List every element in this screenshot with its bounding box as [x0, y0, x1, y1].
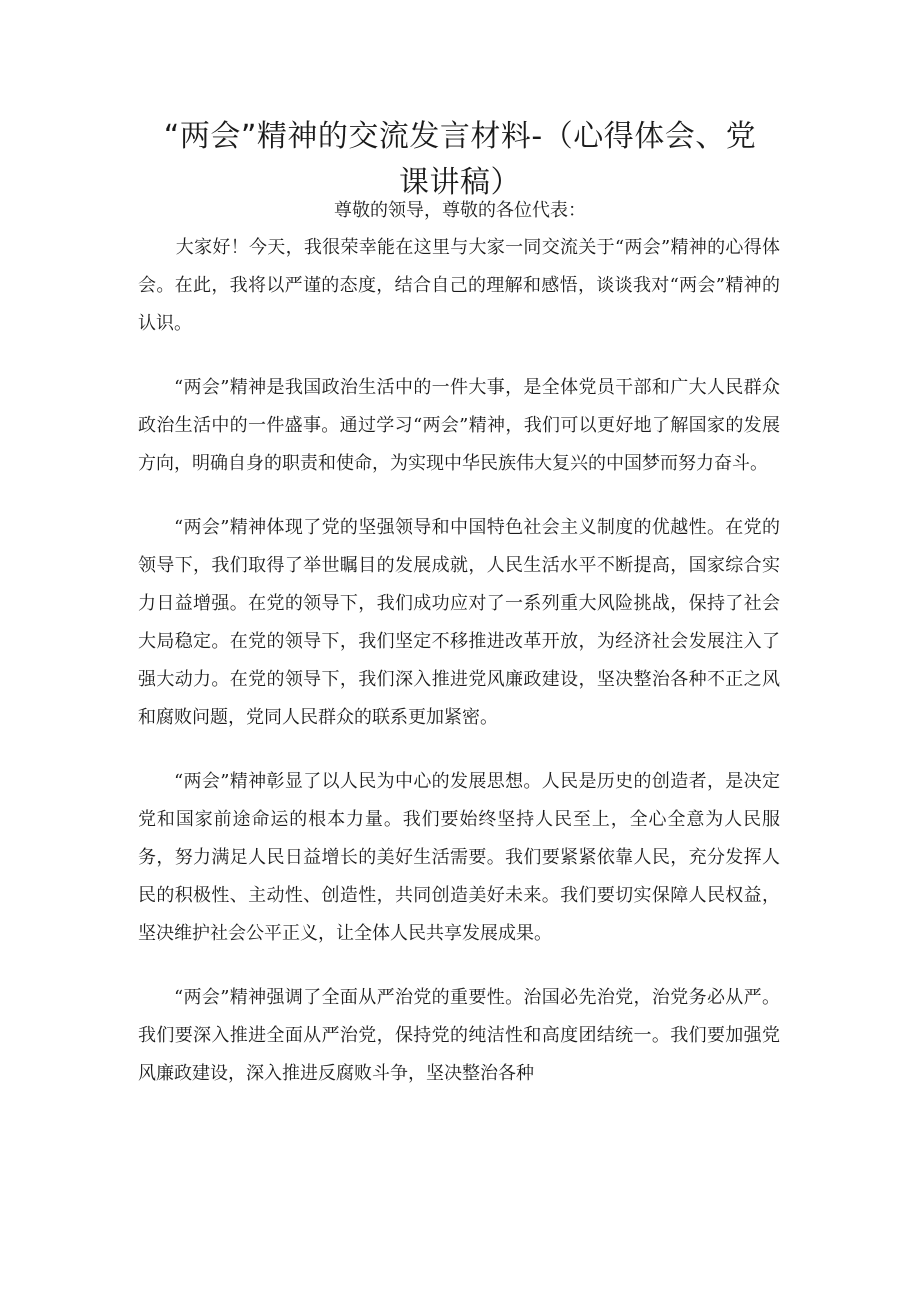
paragraph-party-leadership: “两会”精神体现了党的坚强领导和中国特色社会主义制度的优越性。在党的领导下，我们取得了举世瞩目的发展成就，人民生活水平不断提高，国家综合实力日益增强。在党的领导下，我们成功应对了一系列重大风险挑战，保持了社会大局稳定。在党的领导下，我们坚定不移推进改革开放，为经济社会发展注入了强大动力。在党的领导下，我们深入推进党风廉政建设，坚决整治各种不正之风和腐败问题，党同人民群众的联系更加紧密。	[138, 517, 780, 728]
paragraph-people-centered: “两会”精神彰显了以人民为中心的发展思想。人民是历史的创造者，是决定党和国家前途命运的根本力量。我们要始终坚持人民至上，全心全意为人民服务，努力满足人民日益增长的美好生活需要。我们要紧紧依靠人民，充分发挥人民的积极性、主动性、创造性，共同创造美好未来。我们要切实保障人民权益，坚决维护社会公平正义，让全体人民共享发展成果。	[138, 771, 780, 944]
document-body	[138, 229, 780, 1119]
paragraph-significance: “两会”精神是我国政治生活中的一件大事，是全体党员干部和广大人民群众政治生活中的一件盛事。通过学习“两会”精神，我们可以更好地了解国家的发展方向，明确自身的职责和使命，为实现中华民族伟大复兴的中国梦而努力奋斗。	[138, 377, 780, 474]
paragraph-strict-governance: “两会”精神强调了全面从严治党的重要性。治国必先治党，治党务必从严。我们要深入推进全面从严治党，保持党的纯洁性和高度团结统一。我们要加强党风廉政建设，深入推进反腐败斗争，坚决整治各种	[138, 987, 780, 1084]
salutation: 尊敬的领导，尊敬的各位代表：	[334, 200, 586, 221]
document-title: “两会”精神的交流发言材料-（心得体会、党课讲稿）	[163, 119, 757, 200]
paragraph-greeting: 大家好！今天，我很荣幸能在这里与大家一同交流关于“两会”精神的心得体会。在此，我将以严谨的态度，结合自己的理解和感悟，谈谈我对“两会”精神的认识。	[138, 237, 780, 334]
